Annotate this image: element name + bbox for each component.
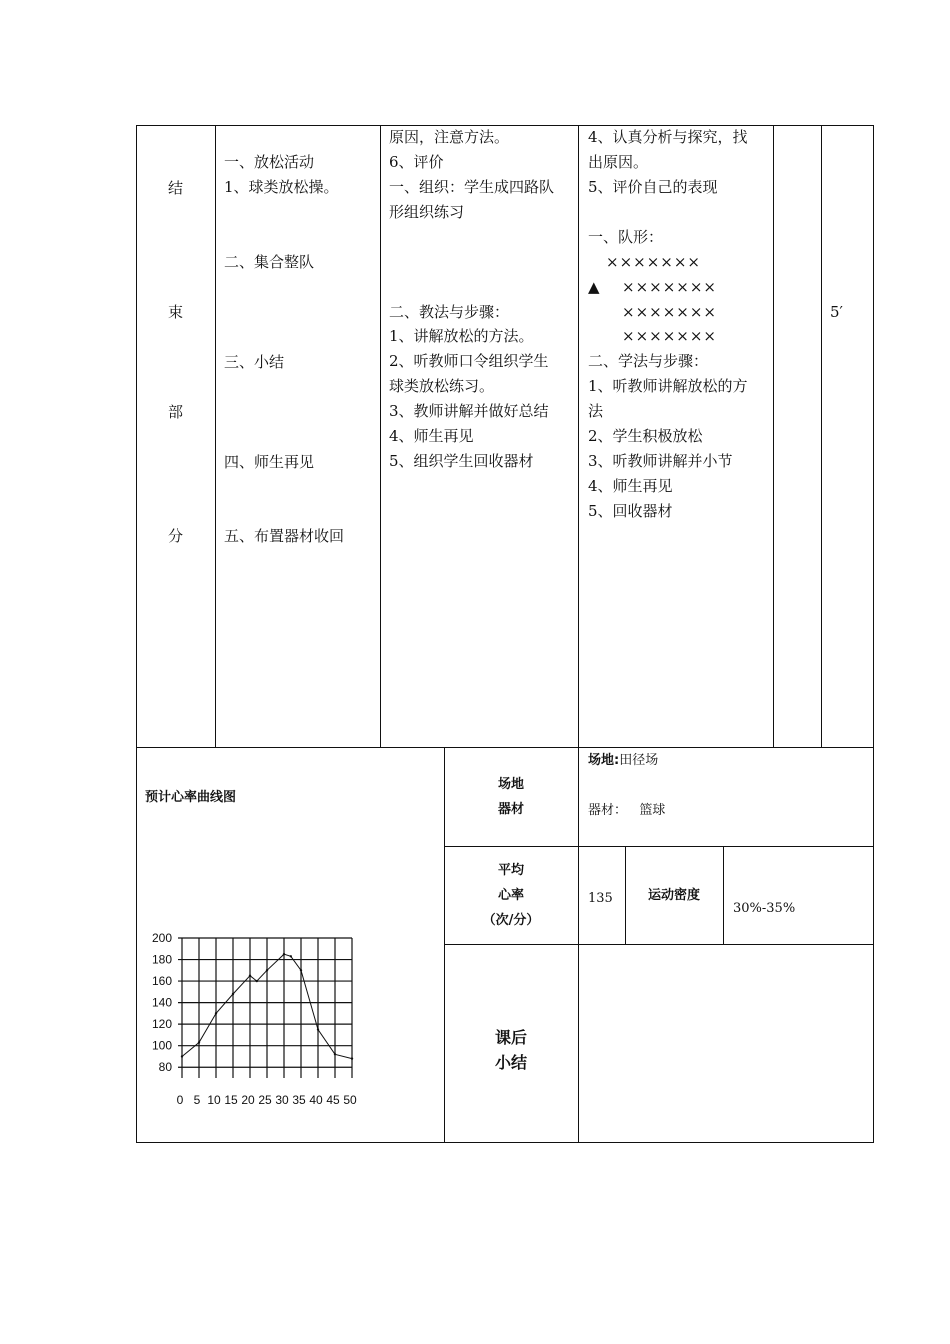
student-line: 5、回收器材: [588, 502, 673, 520]
chart-x-tick-label: 15: [224, 1093, 238, 1107]
chart-y-tick-label: 180: [151, 952, 172, 967]
chart-x-tick-label: 35: [292, 1093, 306, 1107]
formation-row: ×××××××: [622, 327, 717, 345]
chart-point: [283, 953, 285, 955]
venue-label: 场地: [497, 777, 524, 792]
teacher-triangle-icon: ▲: [588, 278, 600, 296]
chart-x-tick-label: 40: [309, 1093, 323, 1107]
teacher-line: 6、评价: [389, 153, 444, 171]
section-label-char-4: 分: [168, 527, 184, 545]
student-line: 1、听教师讲解放松的方: [588, 377, 748, 395]
content-item: 四、师生再见: [224, 453, 315, 471]
student-line: 4、师生再见: [588, 477, 673, 495]
venue-text: 田径场: [619, 753, 659, 768]
chart-point: [215, 1012, 217, 1014]
section-label-char-1: 结: [168, 179, 184, 197]
teacher-line: 3、教师讲解并做好总结: [389, 402, 549, 420]
equipment-value: [588, 801, 665, 821]
heart-rate-chart: [140, 930, 370, 1120]
chart-y-tick-label: 100: [151, 1038, 172, 1053]
venue-key: 场地:: [588, 753, 620, 768]
section-label-char-3: 部: [168, 403, 184, 421]
chart-y-tick-label: 120: [151, 1017, 172, 1032]
teacher-line: 2、听教师口令组织学生: [389, 352, 549, 370]
density-label: 运动密度: [647, 888, 700, 903]
equipment-label: 器材: [497, 802, 524, 817]
chart-point: [266, 969, 268, 971]
chart-point: [317, 1028, 319, 1030]
chart-point: [181, 1055, 183, 1057]
content-item: 三、小结: [224, 353, 285, 371]
student-line: 二、学法与步骤：: [588, 352, 709, 370]
teacher-line: 原因，注意方法。: [389, 128, 510, 146]
chart-x-tick-label: 20: [241, 1093, 255, 1107]
teacher-line: 二、教法与步骤：: [389, 303, 510, 321]
chart-x-tick-label: 10: [207, 1093, 221, 1107]
teacher-line: 形组织练习: [389, 203, 465, 221]
chart-x-tick-label: 45: [326, 1093, 340, 1107]
avg-hr-label: 心率: [497, 888, 524, 903]
chart-point: [232, 993, 234, 995]
student-line: 3、听教师讲解并小节: [588, 452, 733, 470]
formation-row: ×××××××: [606, 253, 701, 271]
chart-point: [198, 1041, 200, 1043]
student-line: 出原因。: [588, 153, 649, 171]
summary-label: 课后: [494, 1028, 527, 1047]
teacher-line: 球类放松练习。: [389, 377, 495, 395]
student-line: 2、学生积极放松: [588, 427, 703, 445]
teacher-line: 4、师生再见: [389, 427, 474, 445]
student-line: 法: [588, 402, 604, 420]
time-value: 5′: [830, 303, 843, 321]
chart-point: [351, 1057, 353, 1059]
content-item: 一、放松活动: [224, 153, 315, 171]
avg-hr-value: 135: [588, 891, 613, 906]
teacher-line: 5、组织学生回收器材: [389, 452, 534, 470]
chart-point: [334, 1053, 336, 1055]
venue-value: [588, 751, 658, 771]
chart-point: [256, 980, 258, 982]
equipment-text: 篮球: [639, 803, 666, 818]
teacher-line: 一、组织：学生成四路队: [389, 178, 555, 196]
content-item: 二、集合整队: [224, 253, 315, 271]
chart-point: [249, 974, 251, 976]
teacher-line: 1、讲解放松的方法。: [389, 327, 534, 345]
section-label-char-2: 束: [168, 303, 184, 321]
equipment-key: 器材：: [588, 803, 628, 818]
chart-point: [300, 969, 302, 971]
avg-hr-label: 平均: [497, 863, 524, 878]
chart-y-tick-label: 80: [158, 1060, 172, 1075]
chart-x-tick-label: 50: [343, 1093, 357, 1107]
chart-point: [290, 955, 292, 957]
student-line: 4、认真分析与探究，找: [588, 128, 748, 146]
student-line: 一、队形：: [588, 228, 664, 246]
content-item: 五、布置器材收回: [224, 527, 345, 545]
chart-y-tick-label: 200: [151, 931, 172, 945]
density-value: 30%-35%: [733, 901, 796, 916]
chart-y-tick-label: 140: [151, 995, 172, 1010]
chart-x-tick-label: 0: [176, 1093, 184, 1107]
student-line: 5、评价自己的表现: [588, 178, 718, 196]
chart-y-tick-label: 160: [151, 974, 172, 989]
summary-label: 小结: [494, 1053, 527, 1072]
chart-x-tick-label: 5: [193, 1093, 201, 1107]
formation-row: ×××××××: [622, 303, 717, 321]
chart-x-tick-label: 25: [258, 1093, 272, 1107]
chart-x-tick-label: 30: [275, 1093, 289, 1107]
content-item: 1、球类放松操。: [224, 178, 339, 196]
avg-hr-unit: （次/分）: [482, 913, 540, 928]
chart-title: 预计心率曲线图: [145, 790, 237, 805]
formation-row: ×××××××: [622, 278, 717, 296]
